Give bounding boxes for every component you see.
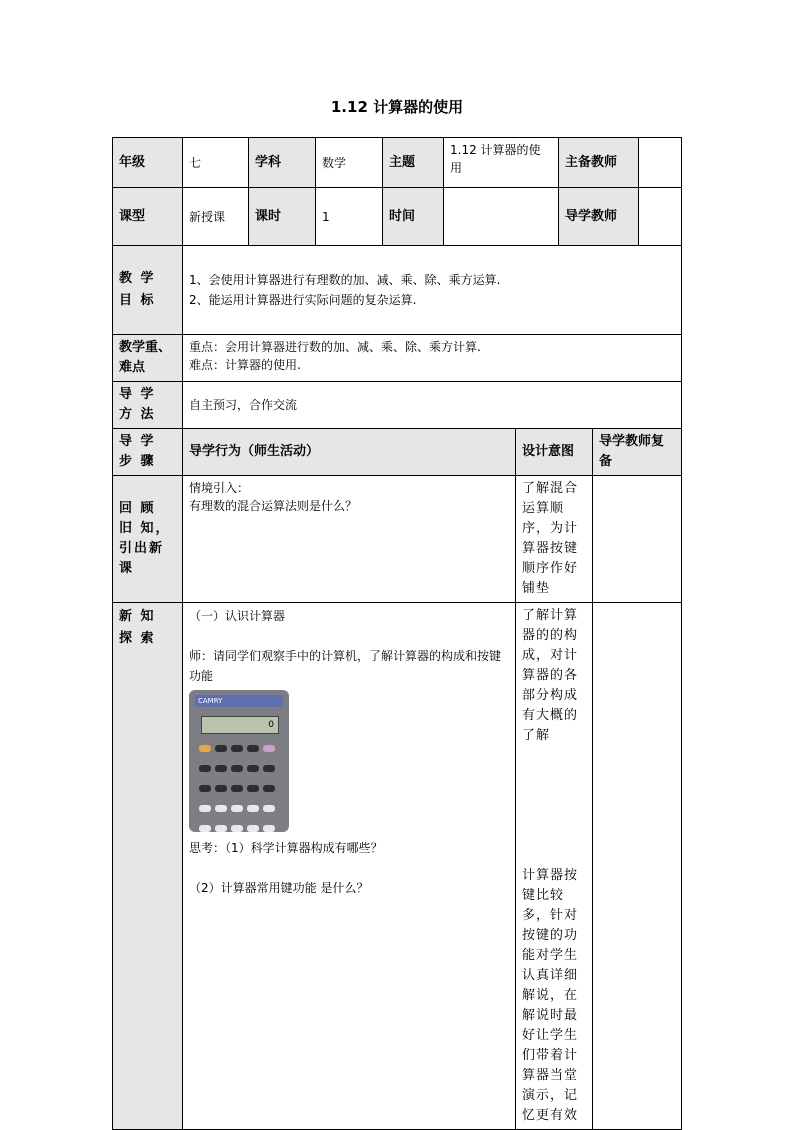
calculator-key xyxy=(247,785,259,792)
calculator-key xyxy=(215,745,227,752)
page-title: 1.12 计算器的使用 xyxy=(330,98,464,116)
calculator-image xyxy=(189,690,289,832)
period-value: 1 xyxy=(316,188,383,246)
calculator-key xyxy=(231,745,243,752)
calculator-key xyxy=(231,805,243,812)
calculator-keypad xyxy=(197,740,281,832)
lead-teacher-value xyxy=(639,138,682,188)
steps-header-row xyxy=(113,429,682,476)
calculator-key xyxy=(215,785,227,792)
step2-teacher: 师：请同学们观察手中的计算机，了解计算器的构成和按键功能 xyxy=(189,649,502,683)
topic-label: 主题 xyxy=(383,138,444,188)
key-points-content xyxy=(183,335,682,382)
step2-intent2: 计算器按键比较多，针对按键的功能对学生认真详细解说，在解说时最好让学生们带着计算器当堂演示，记忆更有效 xyxy=(522,868,579,1123)
key-point-item: 难点：计算器的使用. xyxy=(189,358,301,372)
subject-value: 数学 xyxy=(316,138,383,188)
goals-content xyxy=(183,246,682,335)
calculator-key xyxy=(215,805,227,812)
step2-intent xyxy=(516,603,593,1130)
step2-label: 新 知 探 索 xyxy=(113,603,183,1130)
subject-label: 学科 xyxy=(249,138,316,188)
step2-intent1: 了解计算器的的构成，对计算器的各部分构成有大概的了解 xyxy=(522,608,579,743)
step2-think2: （2）计算器常用键功能 是什么？ xyxy=(189,881,369,895)
step2-content xyxy=(183,603,516,1130)
calculator-key xyxy=(231,825,243,832)
calculator-key xyxy=(263,825,275,832)
step2-row xyxy=(113,603,682,1130)
calculator-key xyxy=(199,745,211,752)
method-row xyxy=(113,382,682,429)
calculator-key xyxy=(247,765,259,772)
step1-content xyxy=(183,476,516,603)
topic-value: 1.12 计算器的使用 xyxy=(444,138,559,188)
calculator-key xyxy=(199,825,211,832)
calculator-key xyxy=(247,805,259,812)
goal-item: 1、会使用计算器进行有理数的加、减、乘、除、乘方运算. xyxy=(189,273,501,287)
header-row-2 xyxy=(113,188,682,246)
calculator-key xyxy=(215,765,227,772)
key-points-label: 教学重、难点 xyxy=(113,335,183,382)
step2-review xyxy=(593,603,682,1130)
step1-intent: 了解混合运算顺序，为计算器按键顺序作好铺垫 xyxy=(516,476,593,603)
lesson-plan-table xyxy=(112,137,682,1130)
calculator-brand: CAMRY xyxy=(195,695,283,707)
calculator-key xyxy=(231,765,243,772)
header-row-1 xyxy=(113,138,682,188)
method-value: 自主预习，合作交流 xyxy=(183,382,682,429)
lesson-type-value: 新授课 xyxy=(183,188,249,246)
grade-label: 年级 xyxy=(113,138,183,188)
calculator-key xyxy=(263,745,275,752)
lead-teacher-label: 主备教师 xyxy=(559,138,639,188)
time-label: 时间 xyxy=(383,188,444,246)
behavior-header: 导学行为（师生活动） xyxy=(183,429,516,476)
step1-label: 回 顾 旧 知，引出新课 xyxy=(113,476,183,603)
calculator-key xyxy=(199,785,211,792)
calculator-key xyxy=(263,765,275,772)
calculator-key xyxy=(215,825,227,832)
steps-label: 导 学 步 骤 xyxy=(113,429,183,476)
calculator-key xyxy=(199,765,211,772)
calculator-key xyxy=(231,785,243,792)
intent-header: 设计意图 xyxy=(516,429,593,476)
step1-line: 情境引入： xyxy=(189,481,250,495)
review-header: 导学教师复备 xyxy=(593,429,682,476)
key-point-item: 重点：会用计算器进行数的加、减、乘、除、乘方计算. xyxy=(189,340,481,354)
calculator-key xyxy=(247,745,259,752)
calculator-key xyxy=(263,785,275,792)
grade-value: 七 xyxy=(183,138,249,188)
time-value xyxy=(444,188,559,246)
goal-item: 2、能运用计算器进行实际问题的复杂运算. xyxy=(189,293,417,307)
guide-teacher-label: 导学教师 xyxy=(559,188,639,246)
calculator-key xyxy=(263,805,275,812)
step2-section: （一）认识计算器 xyxy=(189,609,286,623)
guide-teacher-value xyxy=(639,188,682,246)
goals-row xyxy=(113,246,682,335)
lesson-type-label: 课型 xyxy=(113,188,183,246)
calculator-display: 0 xyxy=(268,720,274,730)
method-label: 导 学 方 法 xyxy=(113,382,183,429)
step1-review xyxy=(593,476,682,603)
step1-line: 有理数的混合运算法则是什么？ xyxy=(189,499,358,513)
calculator-key xyxy=(199,805,211,812)
calculator-key xyxy=(247,825,259,832)
calculator-screen xyxy=(201,716,279,734)
step1-row xyxy=(113,476,682,603)
step2-think1: 思考：（1）科学计算器构成有哪些？ xyxy=(189,841,383,855)
period-label: 课时 xyxy=(249,188,316,246)
goals-label: 教 学 目 标 xyxy=(113,246,183,335)
key-points-row xyxy=(113,335,682,382)
